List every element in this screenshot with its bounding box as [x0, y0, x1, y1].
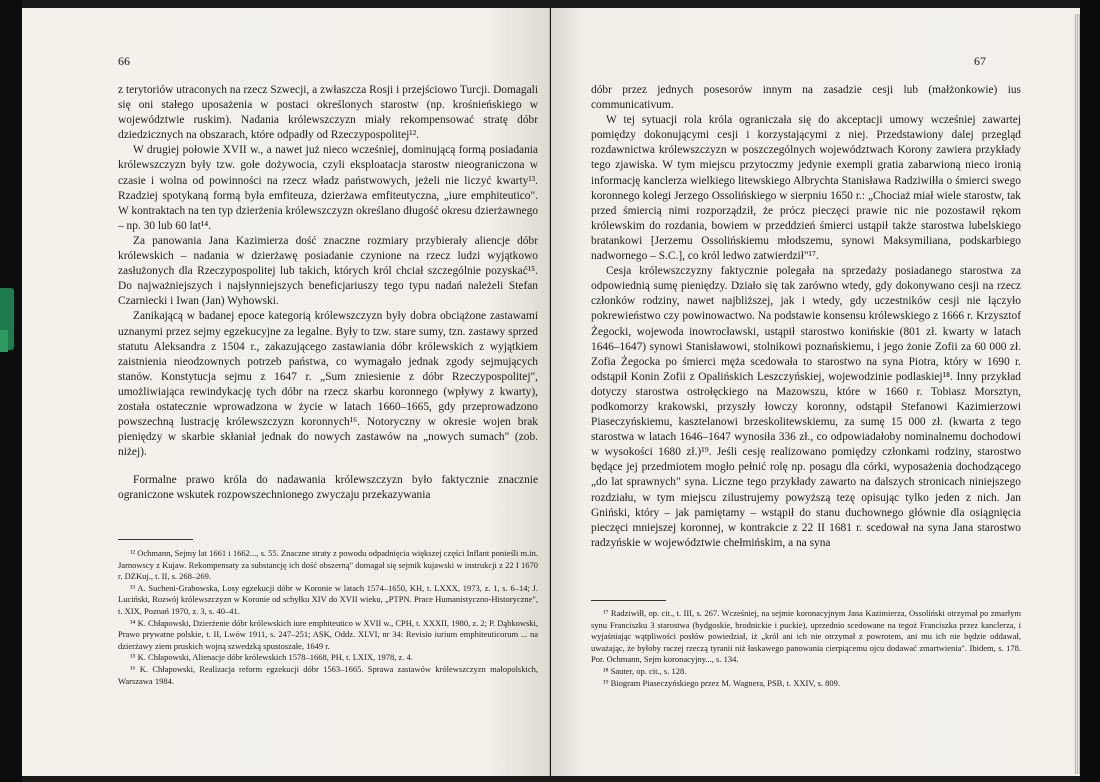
page-stack-edge — [1074, 14, 1080, 774]
footnotes — [591, 608, 1021, 689]
footnote: ¹⁶ K. Chłapowski, Realizacja reform egzekucji dóbr 1563–1665. Sprawa zastawów królewszczyzn małopolskich, Warszawa 1984. — [118, 663, 538, 686]
paragraph: W tej sytuacji rola króla ograniczała się do akceptacji umowy wcześniej zawartej pomiędzy dokonującymi cesji i korzystającymi z niej. Przedstawiony dalej przegląd rozdawnictwa królewszczyzn w poszczególnych województwach Korony zawiera przykłady tego zjawiska. W tym miejscu przytoczmy jedynie exempli gratia zabarwioną nieco ironią informację kanclerza wielkiego litewskiego Albrychta Stanisława Radziwiłła o śmierci swego koronnego kolegi Jerzego Ossolińskiego w sierpniu 1650 r.: „Chociaż miał wiele starostw, tak przed śmiercią nimi rozporządził, że prócz pieczęci prawie nic nie pozostawił rękom królewskim do rozdania, bowiem w przeddzień śmierci ustąpił także starostwa lubelskiego bratankowi [Jerzemu Ossolińskiemu młodszemu, synowi Maksymiliana, podskarbiego nadwornego – S.C.], co król ledwo zatwierdził"¹⁷. — [591, 114, 1021, 263]
footnote: ¹⁵ K. Chłapowski, Alienacje dóbr królewskich 1578–1668, PH, t. LXIX, 1978, z. 4. — [130, 652, 413, 663]
footnote: ¹² Ochmann, Sejmy lat 1661 i 1662..., s. 55. Znaczne straty z powodu odpadnięcia większej części Inflant ponieśli m.in. Jarnowscy z Kujaw. Rekompensaty za substancję ich dość obszerną" domagał się sejmik kujawski w instrukcji z 22 I 1670 r. DZKuj., t. II, s. 268–269. — [118, 548, 538, 582]
paragraph: Cesja królewszczyzny faktycznie polegała na sprzedaży posiadanego starostwa za odpowiednią sumę pieniędzy. Działo się tak zarówno wtedy, gdy dokonywano cesji na rzecz członków rodziny, nawet najbliższej, jak i wtedy, gdy uczestników cesji nie łączyło pokrewieństwo czy powinowactwo. Na podstawie konsensu królewskiego z 1666 r. Krzysztof Żegocki, wojewoda inowrocławski, ustąpił starostwo konińskie (801 zł. kwarty w latach 1646–1647) synowi Stanisławowi, stolnikowi poznańskiemu, i jego żonie Zofii za 60 000 zł. Zofia Żegocka po śmierci męża scedowała to starostwo na syna Piotra, który w 1690 r. odstąpił Konin Zofii z Opalińskich Leszczyńskiej, wojewodzinie podlaskiej¹⁸. Inny przykład dotyczy starostwa ostrołęckiego na Mazowszu, które w 1660 r. Tobiasz Morsztyn, podkomorzy krakowski, przyszły łowczy koronny, odstąpił Stefanowi Kazimierzowi Piaseczyńskiemu, kasztelanowi brzeskolitewskiemu, za sumę 15 000 zł. (kwarta z tego starostwa w latach 1646–1647 wynosiła 336 zł., co odpowiadałoby nominalnemu dochodowi w wysokości 1680 zł.)¹⁹. Jeśli cesję realizowano pomiędzy członkami rodziny, starostwo będące jej przedmiotem mogło pełnić rolę np. posagu dla córki, wyposażenia dochodzącego „do lat sprawnych" syna. Liczne tego przykłady zawarto na dalszych stronicach niniejszego rozdziału, w tym miejscu zilustrujemy powyższą tezę opisując tylko jeden z nich. Jan Gniński, który – jak pamiętamy – wstąpił do stanu duchownego głównie dla osiągnięcia pieczęci mniejszej koronnej, w kontrakcie z 22 II 1681 r. scedował na syna Jana starostwo radzyńskie w województwie chełmińskim, a na syna — [591, 265, 1021, 549]
footnote: ¹³ A. Sucheni-Grabowska, Losy egzekucji dóbr w Koronie w latach 1574–1650, KH, t. LXXX, 1973, z. 1, s. 6–14; J. Luciński, Rozwój królewszczyzn w Koronie od schyłku XIV do XVII wieku, „PTPN. Prace Humanistyczno-Historyczne", t. XIX, Poznań 1970, z. 3, s. 40–41. — [118, 582, 538, 616]
footnote-rule — [591, 600, 666, 601]
book-spine-edge — [0, 0, 22, 782]
footnote: ¹⁴ K. Chłapowski, Dzierżenie dóbr królewskich iure emphiteutico w XVII w., CPH, t. XXXII, 1980, z. 2; P. Dąbkowski, Prawo prywatne polskie, t. II, Lwów 1911, s. 247–251; ASK, Oddz. XLVI, nr 34: Revisio iurium emphiteuticorum ... na dzierżawy ziem pruskich wojną szwedzką spustoszałe, 1649 r. — [118, 617, 538, 651]
page-number: 67 — [974, 54, 986, 68]
paragraph: Zanikającą w badanej epoce kategorią królewszczyzn były dobra obciążone zastawami uznanymi przez sejmy egzekucyjne za legalne. Były to tzw. stare sumy, tzn. zastawy sprzed statutu Aleksandra z 1504 r., zakazującego zastawiania dóbr królewskich z wyjątkiem zaistnienia nieodzownych potrzeb państwa, co wymagało jednak zgody sejmujących stanów. Konstytucja sejmu z 1647 r. „Sum zniesienie z dóbr Rzeczypospolitej", umożliwiająca rewindykację tych dóbr na rzecz skarbu koronnego (wpływy z kwarty), została ostatecznie wprowadzona w życie w latach 1660–1665, gdy przeprowadzono powszechną lustrację królewszczyzn koronnych¹⁶. Notoryczny w okresie wojen brak pieniędzy w skarbie skłaniał jednak do nowych zastawów na „nowych sumach" (zob. niżej). — [118, 310, 538, 459]
paragraph: Za panowania Jana Kazimierza dość znaczne rozmiary przybierały aliencje dóbr królewskich – nadania w dzierżawę posiadanie czynione na rzecz ludzi wyjątkowo zasłużonych dla Rzeczypospolitej lub takich, których król chciał szczególnie pozyskać¹⁵. Do najważniejszych i najsłynniejszych beneficjariuszy tego typu nadań należeli Stefan Czarniecki i Iwan (Jan) Wyhowski. — [118, 234, 538, 308]
main-text — [118, 83, 538, 504]
main-text — [591, 83, 1021, 551]
book-cover-edge — [1080, 0, 1100, 782]
paragraph: dóbr przez jednych posesorów innym na zasadzie cesji lub (małżonkowie) ius communicativum. — [591, 84, 1021, 112]
paragraph: Formalne prawo króla do nadawania królewszczyzn było faktycznie znacznie ograniczone wskutek rozpowszechnionego zwyczaju przekazywania — [118, 474, 538, 502]
footnote: ¹⁷ Radziwiłł, op. cit., t. III, s. 267. Wcześniej, na sejmie koronacyjnym Jana Kazimierza, Ossoliński otrzymał po zmarłym synu Franciszku 3 starostwa (bydgoskie, brodnickie i puckie), uprzednio scedowane na tegoż Franciszka przez kanclerza, i wyjaśniając wątpliwości posłów powiedział, iż „król ani ich nie otrzymał z powrotem, ani mu ich nie będzie oddawał, uważając, że byłoby raczej rzeczą tyranii niż łaskawego panowania cierpiącemu ojcu dodawać zmartwienia". Ibidem, s. 178. Por. Ochmann, Sejm koronacyjny..., s. 134. — [591, 608, 1021, 665]
footnote: ¹⁹ Biogram Piaseczyńskiego przez M. Wagnera, PSB, t. XXIV, s. 809. — [603, 677, 841, 688]
footnotes — [118, 548, 538, 687]
left-page — [22, 8, 550, 776]
footnote: ¹⁸ Sauter, op. cit., s. 128. — [603, 665, 687, 676]
page-number: 66 — [118, 54, 130, 68]
footnote-rule — [118, 539, 193, 540]
paragraph: W drugiej połowie XVII w., a nawet już nieco wcześniej, dominującą formą posiadania królewszczyzn były tzw. gołe dożywocia, czyli eksploatacja starostw nieograniczona w czasie i wolna od powinności na rzecz władz państwowych, jeżeli nie liczyć kwarty¹³. Rzadziej spotykaną formą była emfiteuza, dzierżawa emfiteutyczna, „iure emphiteutico". W kontraktach na ten typ dzierżenia królewszczyzn określano długość okresu dzierżawnego – np. 30 lub 60 lat¹⁴. — [118, 144, 538, 232]
bookmark-tab-accent — [0, 330, 8, 352]
right-page — [551, 8, 1080, 776]
paragraph: z terytoriów utraconych na rzecz Szwecji, a zwłaszcza Rosji i przejściowo Turcji. Domagali się oni stałego uposażenia w postaci określonych starostw (np. krośnieńskiego w województwie ruskim). Nadania królewszczyzn miały rekompensować stratę dóbr dziedzicznych na obszarach, które odpadły od Rzeczypospolitej¹². — [118, 84, 538, 142]
